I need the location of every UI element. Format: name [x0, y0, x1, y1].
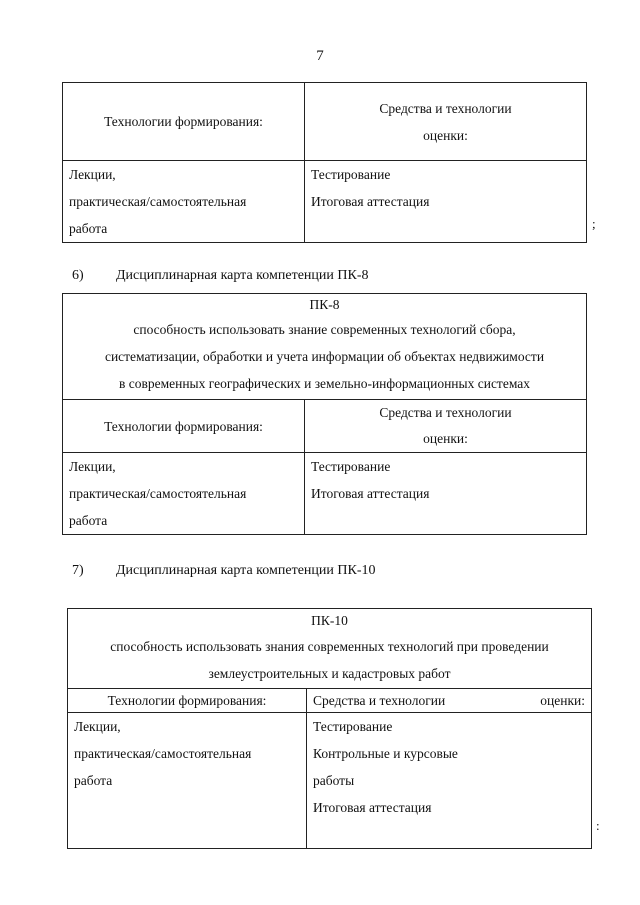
cell-line: Лекции, — [74, 719, 121, 734]
formation-technologies-header — [63, 400, 305, 453]
competency-card-pk10 — [67, 608, 592, 849]
page-number: 7 — [316, 48, 324, 64]
cell-line: работа — [74, 773, 113, 788]
trailing-colon: : — [596, 818, 600, 833]
cell-line: Тестирование — [313, 719, 393, 734]
assessment-tools-cell — [307, 713, 592, 849]
description-line: землеустроительных и кадастровых работ — [208, 666, 451, 681]
cell-line: Лекции, — [69, 167, 116, 182]
competency-description-cell — [68, 609, 592, 689]
header-label: Технологии формирования: — [104, 114, 263, 129]
assessment-tools-header — [307, 689, 592, 713]
assessment-tools-cell — [305, 453, 587, 535]
assessment-table-continued — [62, 82, 587, 243]
header-label: Технологии формирования: — [104, 418, 263, 434]
cell-line: практическая/самостоятельная — [69, 486, 247, 501]
assessment-tools-header — [305, 400, 587, 453]
cell-line: Контрольные и курсовые — [313, 746, 458, 761]
description-line: способность использовать знания современных технологий при проведении — [110, 639, 549, 654]
trailing-semicolon: ; — [592, 216, 596, 231]
section-number: 6) — [72, 268, 84, 283]
section-title: Дисциплинарная карта компетенции ПК-8 — [116, 268, 369, 283]
competency-card-pk8 — [62, 293, 587, 535]
formation-technologies-header — [63, 83, 305, 161]
cell-line: работа — [69, 221, 108, 236]
formation-technologies-cell — [63, 453, 305, 535]
competency-description-cell — [63, 294, 587, 400]
header-label: Технологии формирования: — [107, 692, 267, 708]
cell-line: Тестирование — [311, 459, 391, 474]
section-title: Дисциплинарная карта компетенции ПК-10 — [116, 563, 376, 578]
competency-code: ПК-8 — [309, 297, 340, 312]
header-label-line1: Средства и технологии — [379, 405, 512, 420]
header-label-part1: Средства и технологии — [313, 692, 446, 708]
formation-technologies-header — [68, 689, 307, 713]
cell-line: практическая/самостоятельная — [74, 746, 252, 761]
description-line: способность использовать знание современных технологий сбора, — [133, 322, 516, 337]
cell-line: практическая/самостоятельная — [69, 194, 247, 209]
header-label-line2: оценки: — [423, 431, 468, 446]
cell-line: работа — [69, 513, 108, 528]
section-heading-6 — [72, 268, 592, 288]
formation-technologies-cell — [68, 713, 307, 849]
cell-line: Тестирование — [311, 167, 391, 182]
cell-line: Итоговая аттестация — [311, 194, 430, 209]
formation-technologies-cell — [63, 161, 305, 243]
section-heading-7 — [72, 563, 592, 583]
description-line: в современных географических и земельно-информационных системах — [118, 376, 531, 391]
competency-code: ПК-10 — [311, 613, 348, 628]
section-number: 7) — [72, 563, 84, 578]
cell-line: Итоговая аттестация — [311, 486, 430, 501]
cell-line: Лекции, — [69, 459, 116, 474]
cell-line: работы — [313, 773, 355, 788]
description-line: систематизации, обработки и учета информации об объектах недвижимости — [104, 349, 545, 364]
cell-line: Итоговая аттестация — [313, 800, 432, 815]
assessment-tools-header — [305, 83, 587, 161]
header-label-part2: оценки: — [540, 692, 585, 708]
header-label-line2: оценки: — [423, 127, 468, 143]
assessment-tools-cell — [305, 161, 587, 243]
header-label-line1: Средства и технологии — [379, 100, 512, 116]
